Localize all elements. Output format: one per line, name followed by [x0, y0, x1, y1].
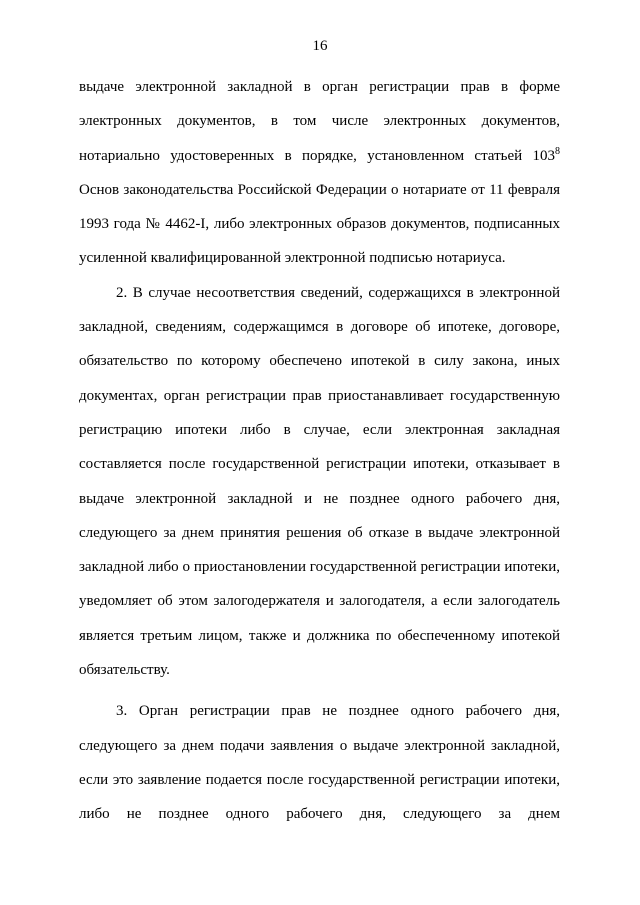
text-line: если это заявление подается после государственной регистрации ипотеки,	[79, 771, 560, 788]
text-line: выдаче электронной закладной в орган регистрации прав в форме	[79, 79, 560, 95]
text-line: следующего за днем подачи заявления о выдаче электронной закладной,	[79, 737, 560, 754]
text-line: следующего за днем принятия решения об отказе в выдаче электронной	[79, 524, 560, 541]
text-line: выдаче электронной закладной и не позднее одного рабочего дня,	[79, 490, 560, 507]
text-line: электронных документов, в том числе электронных документов,	[79, 113, 560, 130]
text-line-content: нотариально удостоверенных в порядке, установленном статьей 103	[79, 147, 555, 164]
text-line: Основ законодательства Российской Федерации о нотариате от 11 февраля	[79, 181, 560, 198]
paragraph-1-continuation	[79, 70, 560, 276]
text-line: документах, орган регистрации прав приостанавливает государственную	[79, 387, 560, 404]
text-line: закладной, сведениям, содержащимся в договоре об ипотеке, договоре,	[79, 319, 560, 336]
text-line: 3. Орган регистрации прав не позднее одного рабочего дня,	[116, 703, 560, 720]
text-line: усиленной квалифицированной электронной подписью нотариуса.	[79, 250, 506, 267]
text-line: 2. В случае несоответствия сведений, содержащихся в электронной	[116, 284, 560, 301]
paragraph-2	[79, 276, 560, 688]
text-line: обязательство по которому обеспечено ипотекой в силу закона, иных	[79, 353, 560, 370]
text-line	[79, 139, 560, 173]
superscript: 8	[555, 145, 560, 157]
text-line: регистрацию ипотеки либо в случае, если электронная закладная	[79, 421, 560, 438]
text-line: 1993 года № 4462-I, либо электронных образов документов, подписанных	[79, 216, 560, 233]
paragraph-3	[79, 694, 560, 831]
text-line: является третьим лицом, также и должника по обеспеченному ипотекой	[79, 627, 560, 644]
page-number: 16	[312, 38, 328, 54]
text-line: закладной либо о приостановлении государственной регистрации ипотеки,	[79, 559, 560, 576]
text-line: составляется после государственной регистрации ипотеки, отказывает в	[79, 456, 560, 473]
text-line: либо не позднее одного рабочего дня, следующего за днем	[79, 806, 560, 823]
text-line: уведомляет об этом залогодержателя и залогодателя, а если залогодатель	[79, 593, 560, 610]
body-text	[79, 70, 560, 832]
text-line: обязательству.	[79, 662, 170, 679]
